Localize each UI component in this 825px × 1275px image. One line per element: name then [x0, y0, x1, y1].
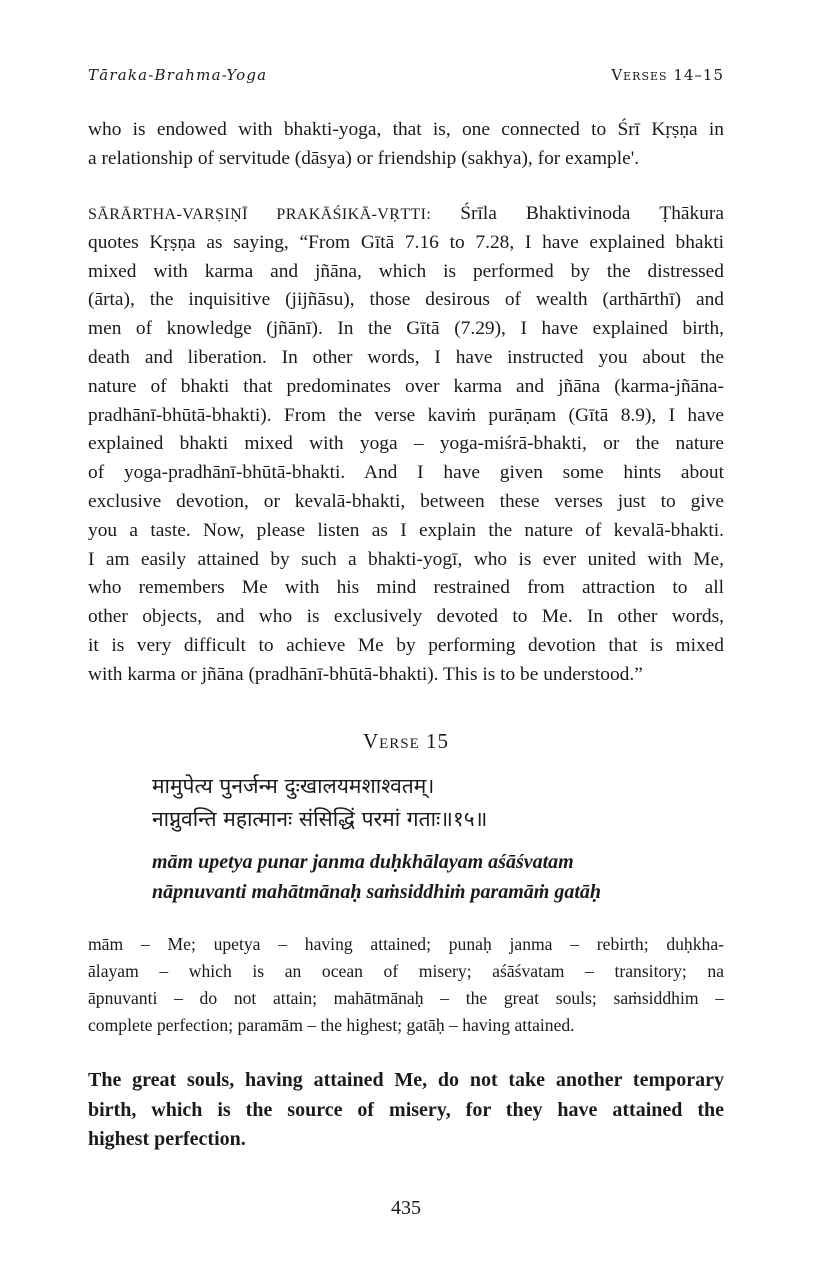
text-line: mixed with karma and jñāna, which is performed by the distressed	[88, 260, 724, 282]
text-line: complete perfection; paramām – the highest; gatāḥ – having attained.	[88, 1015, 575, 1035]
verse-title: Verse 15	[362, 729, 450, 753]
text-line: āpnuvanti – do not attain; mahātmānaḥ – the great souls; saṁsiddhim –	[88, 988, 724, 1008]
translation-paragraph	[88, 1066, 724, 1155]
header-verse-range: Verses 14–15	[611, 66, 724, 84]
sanskrit-line: मामुपेत्य पुनर्जन्म दुःखालयमशाश्वतम्।	[152, 774, 435, 798]
text-line: explained bhakti mixed with yoga – yoga-miśrā-bhakti, or the nature	[88, 433, 724, 455]
text-line: other objects, and who is exclusively devoted to Me. In other words,	[88, 606, 724, 628]
text-line: birth, which is the source of misery, for they have attained the	[88, 1098, 724, 1121]
text-line: who remembers Me with his mind restrained from attraction to all	[88, 577, 724, 599]
text-line	[88, 200, 724, 229]
text-line: ālayam – which is an ocean of misery; aśāśvatam – transitory; na	[88, 961, 724, 981]
text-line: highest perfection.	[88, 1128, 246, 1150]
page-number: 435	[391, 1197, 421, 1219]
text-line: of yoga-pradhānī-bhūtā-bhakti. And I have given some hints about	[88, 462, 724, 484]
text-line: you a taste. Now, please listen as I explain the nature of kevalā-bhakti.	[88, 519, 724, 541]
text-line: nature of bhakti that predominates over karma and jñāna (karma-jñāna-	[88, 375, 724, 397]
book-page	[88, 0, 724, 1275]
running-header	[88, 66, 724, 90]
text-line: death and liberation. In other words, I have instructed you about the	[88, 346, 724, 368]
text-line: with karma or jñāna (pradhānī-bhūtā-bhakti). This is to be understood.”	[88, 663, 643, 685]
transliteration-line: mām upetya punar janma duḥkhālayam aśāśvatam	[152, 851, 574, 873]
text-line: I am easily attained by such a bhakti-yogī, who is ever united with Me,	[88, 548, 724, 570]
text-line: mām – Me; upetya – having attained; punaḥ janma – rebirth; duḥkha-	[88, 934, 724, 954]
commentary-paragraph	[88, 200, 724, 690]
text-line: who is endowed with bhakti-yoga, that is, one connected to Śrī Kṛṣṇa in	[88, 119, 724, 140]
text-line: pradhānī-bhūtā-bhakti). From the verse kaviṁ purāṇam (Gītā 8.9), I have	[88, 404, 724, 426]
text-line: (ārta), the inquisitive (jijñāsu), those desirous of wealth (arthārthī) and	[88, 289, 724, 311]
intro-paragraph	[88, 116, 724, 174]
text-line: a relationship of servitude (dāsya) or friendship (sakhya), for example'.	[88, 147, 640, 169]
text-line: it is very difficult to achieve Me by performing devotion that is mixed	[88, 634, 724, 656]
sanskrit-line: नाप्नुवन्ति महात्मानः संसिद्धिं परमां गताः॥१५॥	[152, 807, 488, 831]
text-line-segment: Śrīla Bhaktivinoda Ṭhākura	[460, 203, 724, 224]
text-line: men of knowledge (jñānī). In the Gītā (7.29), I have explained birth,	[88, 318, 724, 340]
text-line: The great souls, having attained Me, do not take another temporary	[88, 1069, 724, 1091]
text-line: exclusive devotion, or kevalā-bhakti, between these verses just to give	[88, 490, 724, 512]
synonyms-paragraph	[88, 931, 724, 1039]
commentary-label: SĀRĀRTHA-VARṢIṆĪ PRAKĀŚIKĀ-VṚTTI:	[88, 206, 432, 223]
transliteration-line: nāpnuvanti mahātmānaḥ saṁsiddhiṁ paramāṁ gatāḥ	[152, 881, 602, 903]
header-chapter-title: Tāraka-Brahma-Yoga	[88, 66, 268, 84]
text-line: quotes Kṛṣṇa as saying, “From Gītā 7.16 to 7.28, I have explained bhakti	[88, 231, 724, 253]
